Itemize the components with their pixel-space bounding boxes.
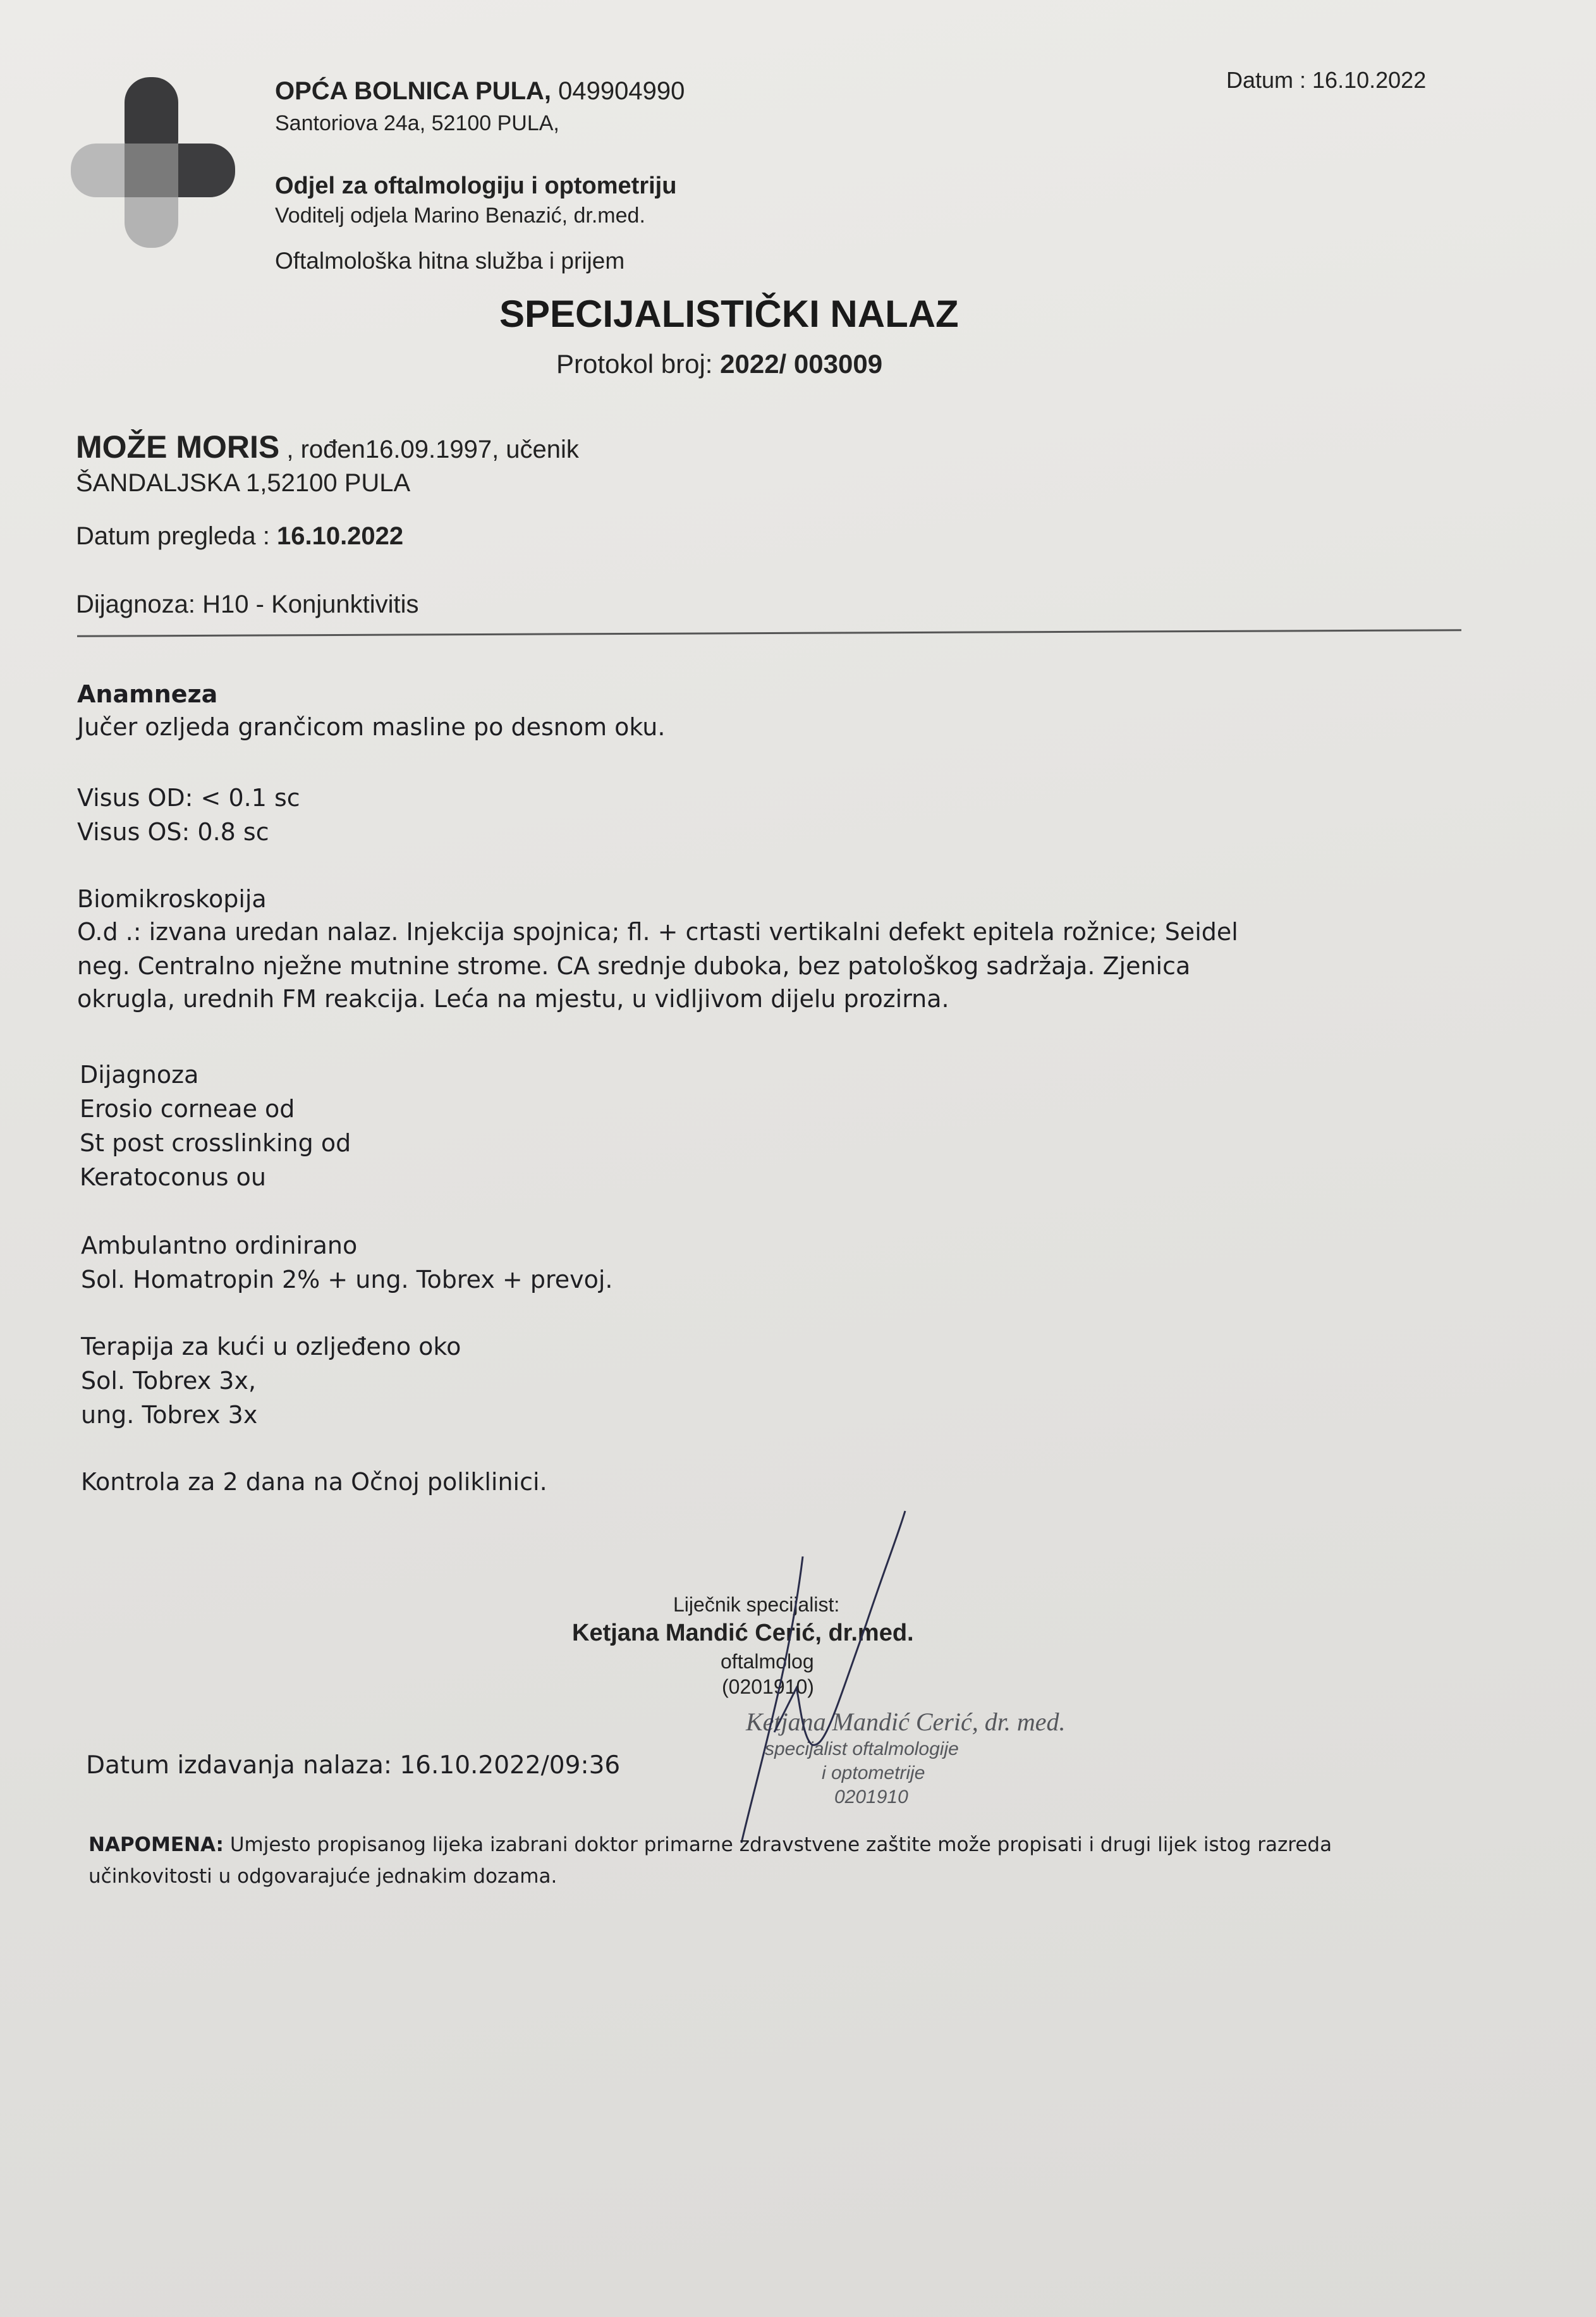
visus-od: Visus OD: < 0.1 sc: [77, 784, 300, 812]
anamneza-text: Jučer ozljeda grančicom masline po desnom oku.: [77, 713, 666, 741]
stamp-line1: specijalist oftalmologije: [765, 1739, 959, 1759]
patient-name-line: [76, 429, 579, 465]
signature-title: oftalmolog: [721, 1650, 814, 1673]
kontrola-text: Kontrola za 2 dana na Očnoj poliklinici.: [81, 1468, 547, 1496]
header-date: Datum : 16.10.2022: [1226, 67, 1427, 93]
bio-line: O.d .: izvana uredan nalaz. Injekcija spojnica; fl. + crtasti vertikalni defekt epitela rožnice; Seidel: [77, 918, 1238, 946]
note-text-2: učinkovitosti u odgovarajuće jednakim dozama.: [88, 1865, 557, 1888]
dijagnoza-title: Dijagnoza: [80, 1061, 199, 1089]
hospital-name: OPĆA BOLNICA PULA,: [275, 77, 552, 105]
dijagnoza-line: St post crosslinking od: [80, 1129, 351, 1157]
patient-address: ŠANDALJSKA 1,52100 PULA: [76, 469, 411, 497]
biomikroskopija-title: Biomikroskopija: [77, 885, 267, 913]
exam-date: 16.10.2022: [276, 522, 404, 550]
diagnosis-label: Dijagnoza:: [76, 590, 196, 618]
protocol-number: [556, 349, 882, 379]
stamp-name: Ketjana Mandić Cerić, dr. med.: [746, 1708, 1066, 1736]
ambulantno-text: Sol. Homatropin 2% + ung. Tobrex + prevoj.: [81, 1266, 613, 1293]
protocol-value: 2022/ 003009: [720, 349, 883, 379]
anamneza-title: Anamneza: [77, 680, 218, 708]
handwritten-signature: [683, 1505, 1011, 1846]
diagnosis-line: [76, 590, 419, 619]
terapija-title: Terapija za kući u ozljeđeno oko: [81, 1333, 461, 1360]
issue-date: Datum izdavanja nalaza: 16.10.2022/09:36: [86, 1751, 621, 1780]
signature-name: Ketjana Mandić Cerić, dr.med.: [572, 1620, 914, 1646]
signature-role: Liječnik specijalist:: [673, 1593, 840, 1616]
protocol-label: Protokol broj:: [556, 349, 713, 379]
bio-line: okrugla, urednih FM reakcija. Leća na mjestu, u vidljivom dijelu prozirna.: [77, 985, 949, 1013]
note-line-1: [88, 1833, 1332, 1856]
terapija-line: ung. Tobrex 3x: [81, 1401, 258, 1429]
patient-details: , rođen16.09.1997, učenik: [286, 436, 579, 463]
stamp-line2: i optometrije: [822, 1763, 925, 1783]
note-label: NAPOMENA:: [88, 1833, 224, 1856]
patient-name: MOŽE MORIS: [76, 429, 280, 465]
ambulantno-title: Ambulantno ordinirano: [81, 1232, 358, 1259]
signature-code: (0201910): [722, 1675, 814, 1698]
bio-line: neg. Centralno nježne mutnine strome. CA srednje duboka, bez patološkog sadržaja. Zjenica: [77, 952, 1191, 980]
dijagnoza-line: Keratoconus ou: [80, 1163, 266, 1191]
diagnosis-value: H10 - Konjunktivitis: [202, 590, 419, 618]
department-head: Voditelj odjela Marino Benazić, dr.med.: [275, 204, 645, 228]
service-name: Oftalmološka hitna služba i prijem: [275, 248, 625, 274]
exam-date-label: Datum pregleda :: [76, 522, 270, 550]
hospital-address: Santoriova 24a, 52100 PULA,: [275, 111, 559, 135]
hospital-phone: 049904990: [558, 77, 685, 105]
divider: [77, 629, 1461, 637]
stamp-code: 0201910: [834, 1787, 908, 1807]
page-title: SPECIJALISTIČKI NALAZ: [499, 293, 959, 335]
terapija-line: Sol. Tobrex 3x,: [81, 1367, 257, 1395]
exam-date-line: [76, 522, 403, 551]
dijagnoza-line: Erosio corneae od: [80, 1095, 295, 1123]
department: Odjel za oftalmologiju i optometriju: [275, 173, 677, 199]
hospital-name-line: [275, 77, 685, 106]
hospital-cross-logo: [71, 77, 235, 248]
visus-os: Visus OS: 0.8 sc: [77, 818, 269, 846]
note-text-1: Umjesto propisanog lijeka izabrani doktor primarne zdravstvene zaštite može propisati i drugi lijek istog razreda: [229, 1833, 1332, 1856]
